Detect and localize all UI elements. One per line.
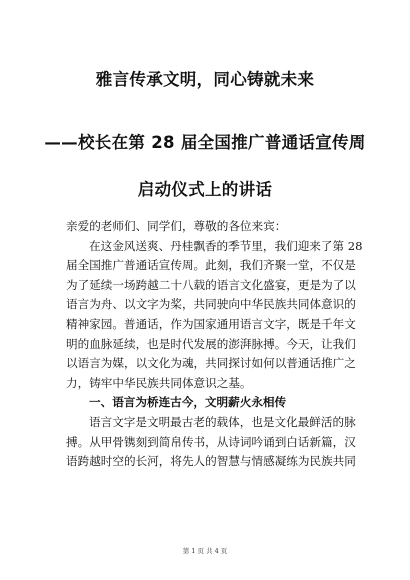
document-subtitle: ——校长在第 28 届全国推广普通话宣传周 xyxy=(44,133,366,152)
page-footer: 第 1 页 共 4 页 xyxy=(182,547,228,555)
salutation: 亲爱的老师们、同学们，尊敬的各位来宾： xyxy=(66,219,287,233)
paragraph-1-line: 届全国推广普通话宣传周。此刻，我们齐聚一堂，不仅是 xyxy=(66,258,356,273)
paragraph-2-line: 语跨越时空的长河，将先人的智慧与情感凝练为民族共同 xyxy=(66,454,356,469)
paragraph-1-line: 以语言为媒，以文化为魂，共同探讨如何以普通话推广之 xyxy=(66,356,356,371)
section-heading: 一、语言为桥连古今，文明薪火永相传 xyxy=(89,395,287,410)
paragraph-1-line: 语言为舟、以文字为桨，共同驶向中华民族共同体意识的 xyxy=(66,297,356,312)
paragraph-1-line: 力，铸牢中华民族共同体意识之基。 xyxy=(66,375,252,390)
document-subtitle-continued: 启动仪式上的讲话 xyxy=(137,180,273,199)
paragraph-2-line: 搏。从甲骨镌刻到简帛传书，从诗词吟诵到白话新篇，汉 xyxy=(66,434,356,449)
paragraph-1-line: 在这金风送爽、丹桂飘香的季节里，我们迎来了第 28 xyxy=(89,238,363,253)
paragraph-2-line: 语言文字是文明最古老的载体，也是文化最鲜活的脉 xyxy=(89,414,356,429)
document-title: 雅言传承文明，同心铸就未来 xyxy=(95,70,315,89)
paragraph-1-line: 为了延续一场跨越二十八载的语言文化盛宴，更是为了以 xyxy=(66,277,356,292)
paragraph-1-line: 精神家园。普通话，作为国家通用语言文字，既是千年文 xyxy=(66,316,356,331)
paragraph-1-line: 明的血脉延续，也是时代发展的澎湃脉搏。今天，让我们 xyxy=(66,336,356,351)
document-body xyxy=(66,217,363,472)
